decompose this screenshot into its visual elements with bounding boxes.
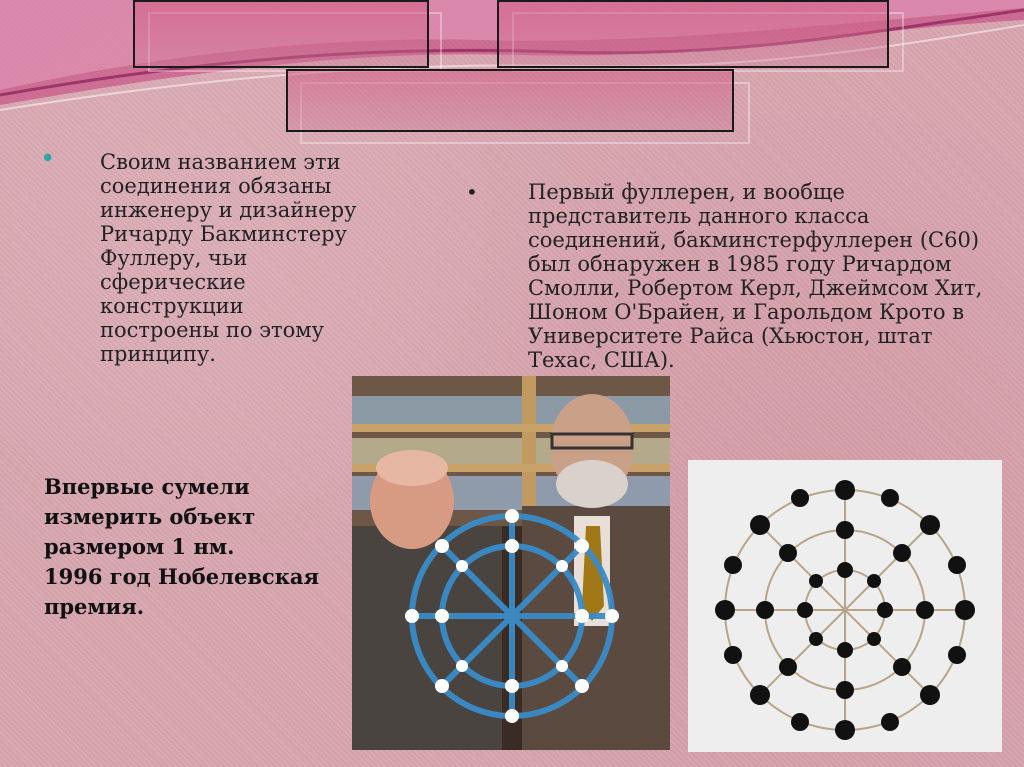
nobel-text-line-4: 1996 год Нобелевская xyxy=(44,564,319,589)
title-box-1 xyxy=(133,0,429,68)
bullet-left: • xyxy=(40,144,56,174)
nobel-text-line-1: Впервые сумели xyxy=(44,474,250,499)
title-box-2 xyxy=(497,0,889,68)
scientists-illustration xyxy=(352,376,670,750)
left-bullet-text: Своим названием эти соединения обязаны инженеру и дизайнеру Ричарду Бакминстеру Фуллеру, чьи сферические конструкции построены по этому принципу. xyxy=(100,150,357,366)
title-box-3 xyxy=(286,69,734,132)
bullet-right: • xyxy=(466,180,478,204)
right-bullet-text: Первый фуллерен, и вообще представитель данного класса соединений, бакминстерфуллерен (С60) был обнаружен в 1985 году Ричардом Смолли, Робертом Керл, Джеймсом Хит, Шоном О'Брайен, и Гарольдом Крото в Университете Райса (Хьюстон, штат Техас, США). xyxy=(528,180,983,372)
nobel-text-line-5: премия. xyxy=(44,594,145,619)
photo-molecule xyxy=(688,460,1002,752)
photo-scientists xyxy=(352,376,670,750)
nobel-text-block xyxy=(44,472,344,622)
nobel-text-line-2: измерить объект xyxy=(44,504,256,529)
nobel-text-line-3: размером 1 нм. xyxy=(44,534,235,559)
fullerene-illustration xyxy=(688,460,1002,752)
